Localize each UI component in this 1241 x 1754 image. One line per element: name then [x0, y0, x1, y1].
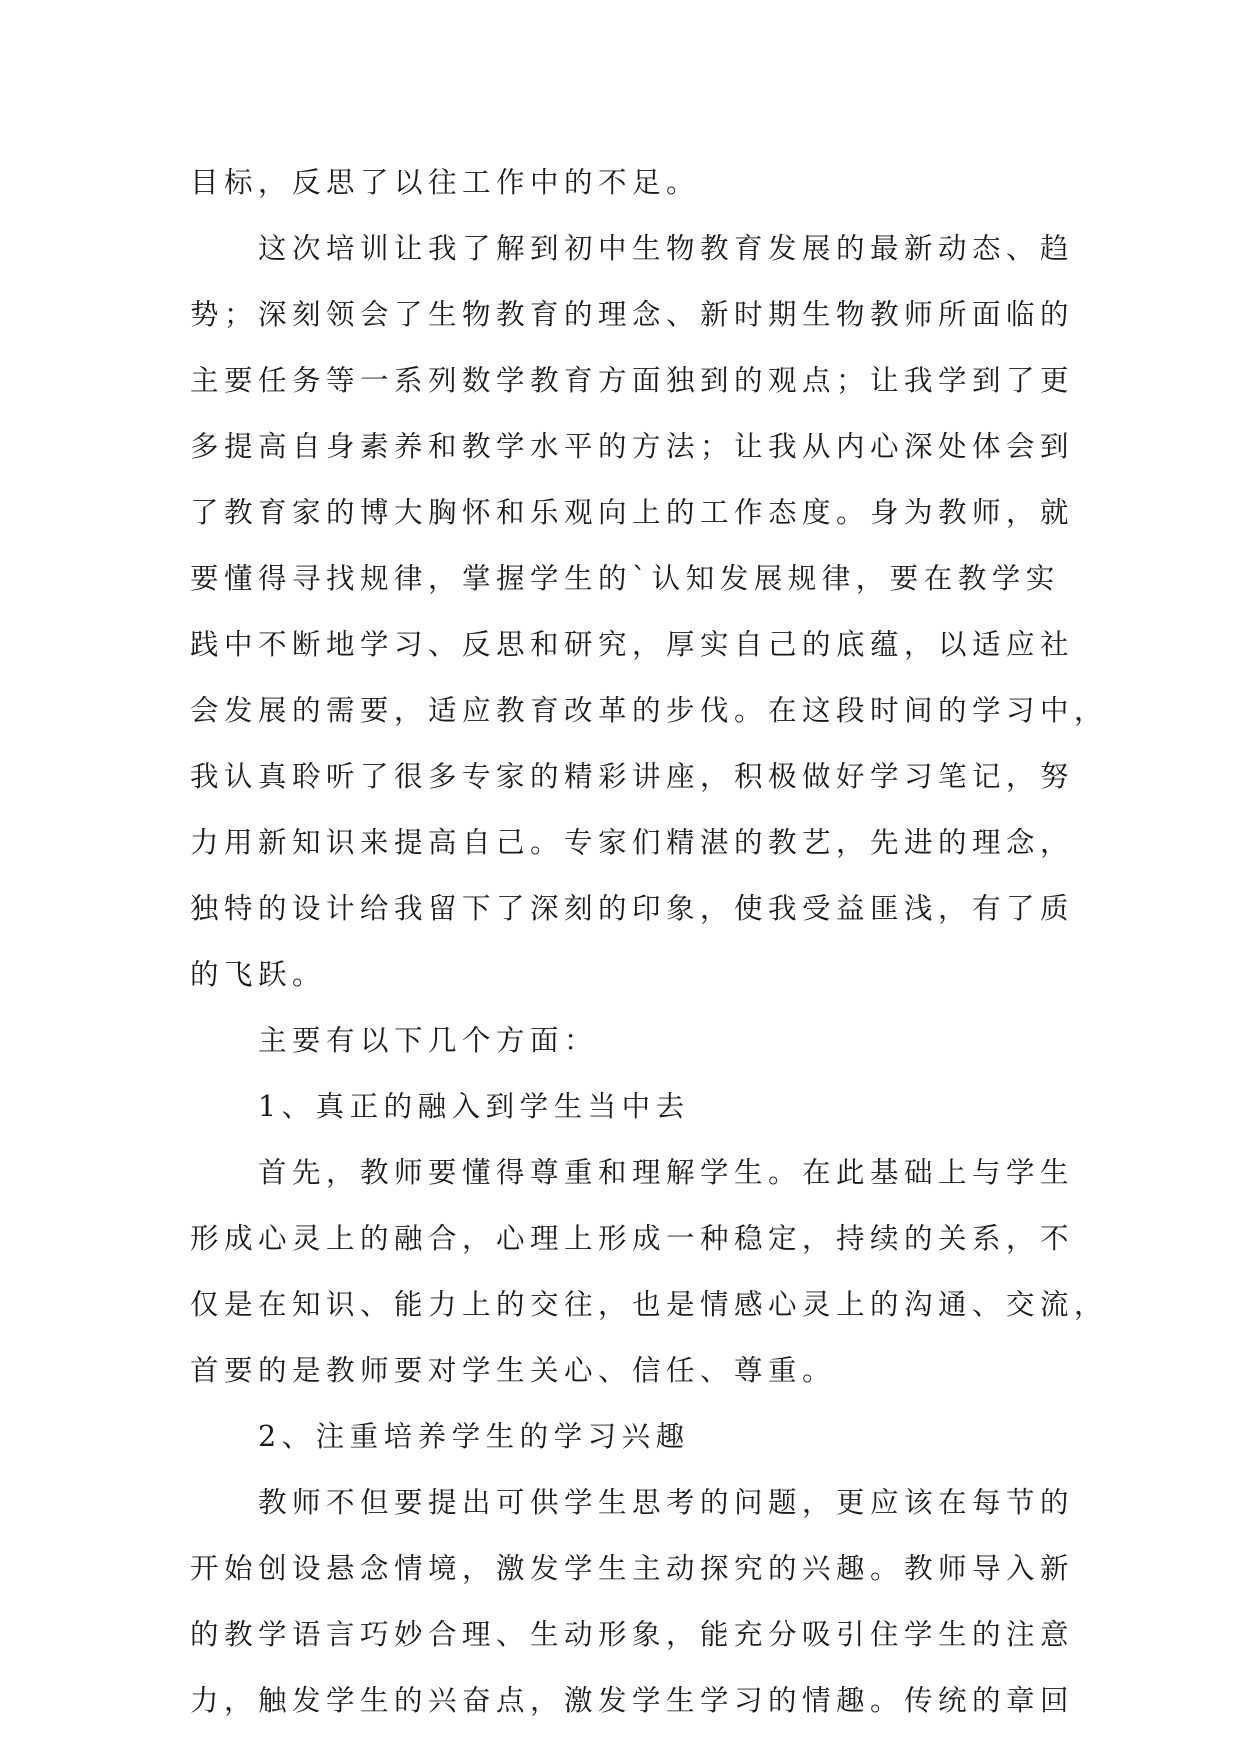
text-line: 仅是在知识、能力上的交往，也是情感心灵上的沟通、交流， [190, 1288, 1109, 1321]
text-line: 要懂得寻找规律，掌握学生的`认知发展规律，要在教学实 [190, 562, 1060, 595]
text-line: 力用新知识来提高自己。专家们精湛的教艺，先进的理念， [190, 826, 1075, 859]
text-line: 力，触发学生的兴奋点，激发学生学习的情趣。传统的章回 [190, 1684, 1075, 1717]
text-line: 主要有以下几个方面： [258, 1024, 599, 1057]
text-line: 主要任务等一系列数学教育方面独到的观点；让我学到了更 [190, 364, 1075, 397]
text-line: 势；深刻领会了生物教育的理念、新时期生物教师所面临的 [190, 298, 1075, 331]
text-line: 1、真正的融入到学生当中去 [258, 1090, 690, 1123]
text-line: 独特的设计给我留下了深刻的印象，使我受益匪浅，有了质 [190, 892, 1075, 925]
text-line: 教师不但要提出可供学生思考的问题，更应该在每节的 [258, 1486, 1075, 1519]
text-line: 首先，教师要懂得尊重和理解学生。在此基础上与学生 [258, 1156, 1075, 1189]
text-line: 践中不断地学习、反思和研究，厚实自己的底蕴，以适应社 [190, 628, 1075, 661]
text-line: 的教学语言巧妙合理、生动形象，能充分吸引住学生的注意 [190, 1618, 1075, 1651]
text-line: 开始创设悬念情境，激发学生主动探究的兴趣。教师导入新 [190, 1552, 1075, 1585]
text-line: 目标，反思了以往工作中的不足。 [190, 166, 701, 199]
text-line: 的飞跃。 [190, 958, 327, 991]
text-line: 首要的是教师要对学生关心、信任、尊重。 [190, 1354, 837, 1387]
text-line: 多提高自身素养和教学水平的方法；让我从内心深处体会到 [190, 430, 1075, 463]
text-line: 了教育家的博大胸怀和乐观向上的工作态度。身为教师，就 [190, 496, 1075, 529]
text-line: 形成心灵上的融合，心理上形成一种稳定，持续的关系，不 [190, 1222, 1075, 1255]
text-line: 我认真聆听了很多专家的精彩讲座，积极做好学习笔记，努 [190, 760, 1075, 793]
text-line: 这次培训让我了解到初中生物教育发展的最新动态、趋 [258, 232, 1075, 265]
text-line: 2、注重培养学生的学习兴趣 [258, 1420, 690, 1453]
body-text [190, 160, 1109, 1744]
text-line: 会发展的需要，适应教育改革的步伐。在这段时间的学习中， [190, 694, 1109, 727]
